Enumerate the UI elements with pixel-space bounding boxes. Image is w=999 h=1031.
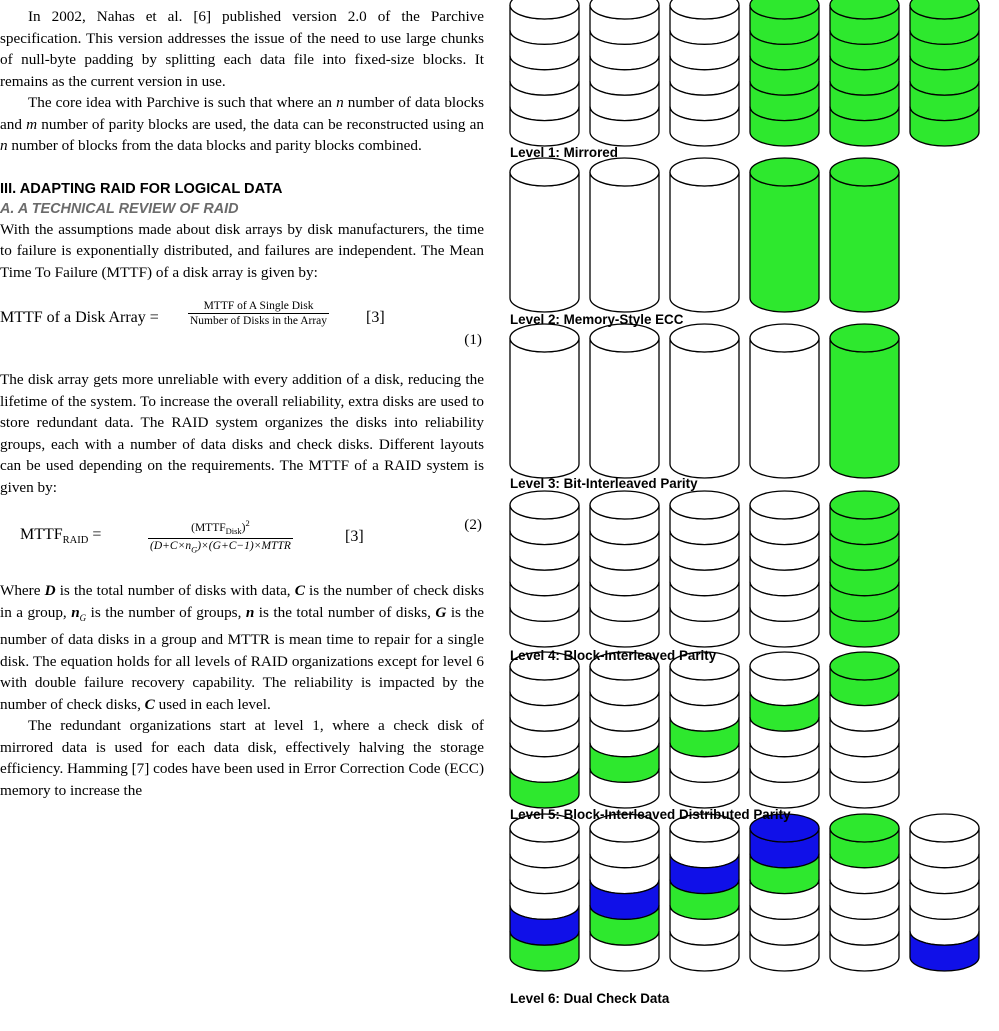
disk-top-cap xyxy=(510,491,579,519)
disk-top-cap xyxy=(670,324,739,352)
equation-2-denominator: $(D+C\times n_G)\times(G+C-1)\times MTTR$ xyxy=(150,540,291,555)
equation-1 xyxy=(0,297,484,351)
equation-2 xyxy=(0,512,484,562)
raid-level-6-disk-6 xyxy=(910,814,979,971)
raid-level-5-disk-2 xyxy=(590,652,659,808)
disk-top-cap xyxy=(830,814,899,842)
equation-1-number: (1) xyxy=(464,331,482,348)
raid-level-1-disk-1 xyxy=(510,0,579,146)
subsection-heading: A. A TECHNICAL REVIEW OF RAID xyxy=(0,200,239,217)
equation-2-fraction xyxy=(148,516,293,556)
raid-level-1-disk-5 xyxy=(830,0,899,146)
paragraph-redundant-organizations: The redundant organizations start at level 1, where a check disk of mirrored data is used for each data disk, effectively halving the storage efficiency. Hamming [7] codes have been used in Error Correction Code (ECC) memory to increase the xyxy=(0,717,484,799)
raid-level-4-disk-3 xyxy=(670,491,739,647)
equation-1-lhs: MTTF of a Disk Array = xyxy=(0,309,159,326)
raid-level-2-disk-4 xyxy=(750,158,819,312)
disk-block xyxy=(510,172,579,312)
disk-block xyxy=(830,172,899,312)
raid-level-6-disk-3 xyxy=(670,814,739,971)
disk-block xyxy=(750,172,819,312)
disk-top-cap xyxy=(510,158,579,186)
raid-level-5-disk-3 xyxy=(670,652,739,808)
paragraph-parchive-core-idea: The core idea with Parchive is such that where an n number of data blocks and m number of parity blocks are used, the data can be reconstructed using an n number of blocks from the data blocks and parity blocks combined. xyxy=(0,94,484,154)
raid-level-1-disk-2 xyxy=(590,0,659,146)
disk-top-cap xyxy=(830,491,899,519)
raid-level-1-disk-4 xyxy=(750,0,819,146)
raid-level-4-label: Level 4: Block-Interleaved Parity xyxy=(510,648,717,663)
raid-level-3-label: Level 3: Bit-Interleaved Parity xyxy=(510,476,698,491)
disk-top-cap xyxy=(910,814,979,842)
disk-block xyxy=(670,172,739,312)
raid-level-6-disk-5 xyxy=(830,814,899,971)
disk-top-cap xyxy=(750,652,819,680)
raid-levels-figure xyxy=(500,0,999,1031)
disk-top-cap xyxy=(830,158,899,186)
paper-left-column xyxy=(0,0,484,801)
disk-top-cap xyxy=(750,491,819,519)
raid-level-3-disk-1 xyxy=(510,324,579,478)
raid-level-2-disk-3 xyxy=(670,158,739,312)
raid-level-2-disk-1 xyxy=(510,158,579,312)
raid-level-6-disk-1 xyxy=(510,814,579,971)
disk-top-cap xyxy=(670,158,739,186)
raid-level-5-disk-4 xyxy=(750,652,819,808)
equation-1-fraction xyxy=(188,299,329,328)
equation-1-numerator: MTTF of A Single Disk xyxy=(188,299,329,314)
equation-2-lhs: $MTTF_{RAID}$ = xyxy=(20,526,102,547)
disk-top-cap xyxy=(590,491,659,519)
paragraph-raid-reliability: The disk array gets more unreliable with every addition of a disk, reducing the lifetime of the system. To increase the overall reliability, extra disks are used to store redundant data. The RAID system organizes the disks into reliability groups, each with a number of data disks and check disks. Different layouts can be used depending on the requirements. The MTTF of a RAID system is given by: xyxy=(0,371,484,496)
disk-top-cap xyxy=(830,652,899,680)
raid-level-1-disk-6 xyxy=(910,0,979,146)
raid-level-3-disk-2 xyxy=(590,324,659,478)
raid-level-2-label: Level 2: Memory-Style ECC xyxy=(510,312,684,327)
raid-level-4-disk-2 xyxy=(590,491,659,647)
paragraph-variable-definitions: Where D is the total number of disks with data, C is the number of check disks in a group, $n_G$ is the number of groups, n is the total number of disks, G is the number of data disks in a group and MTTR is mean time to repair for a single disk. The equation holds for all levels of RAID organizations except for level 6 with double failure recovery capability. The reliability is impacted by the number of check disks, C used in each level. xyxy=(0,582,484,713)
disk-top-cap xyxy=(750,158,819,186)
raid-level-4-disk-4 xyxy=(750,491,819,647)
raid-level-1-label: Level 1: Mirrored xyxy=(510,145,618,160)
raid-level-3-disk-4 xyxy=(750,324,819,478)
disk-top-cap xyxy=(670,491,739,519)
equation-2-number: (2) xyxy=(464,516,482,533)
raid-level-3-disk-5 xyxy=(830,324,899,478)
paragraph-parchive-v2: In 2002, Nahas et al. [6] published version 2.0 of the Parchive specification. This version addresses the issue of the need to use large chunks of null-byte padding by splitting each data file into fixed-size blocks. It remains as the current version in use. xyxy=(0,8,484,90)
equation-2-citation: [3] xyxy=(345,528,364,545)
equation-1-citation: [3] xyxy=(366,309,385,326)
raid-level-6-label: Level 6: Dual Check Data xyxy=(510,991,670,1006)
raid-level-6-disk-4 xyxy=(750,814,819,971)
disk-block xyxy=(670,338,739,478)
raid-level-5-label: Level 5: Block-Interleaved Distributed Parity xyxy=(510,807,791,822)
raid-level-4-disk-1 xyxy=(510,491,579,647)
equation-2-numerator: $(MTTF_{Disk})^2$ xyxy=(148,516,293,539)
raid-level-1-disk-3 xyxy=(670,0,739,146)
disk-top-cap xyxy=(590,158,659,186)
disk-block xyxy=(590,338,659,478)
paragraph-mttf-intro: With the assumptions made about disk arrays by disk manufacturers, the time to failure is exponentially distributed, and failures are independent. The Mean Time To Failure (MTTF) of a disk array is given by: xyxy=(0,220,484,281)
disk-top-cap xyxy=(510,324,579,352)
disk-top-cap xyxy=(830,324,899,352)
disk-block xyxy=(590,172,659,312)
raid-level-4-disk-5 xyxy=(830,491,899,647)
raid-level-5-disk-5 xyxy=(830,652,899,808)
raid-level-3-disk-3 xyxy=(670,324,739,478)
disk-block xyxy=(510,338,579,478)
disk-top-cap xyxy=(750,324,819,352)
raid-level-2-disk-2 xyxy=(590,158,659,312)
disk-block xyxy=(830,338,899,478)
raid-level-2-disk-5 xyxy=(830,158,899,312)
raid-level-6-disk-2 xyxy=(590,814,659,971)
equation-1-denominator: Number of Disks in the Array xyxy=(190,315,328,327)
section-heading: III. ADAPTING RAID FOR LOGICAL DATA xyxy=(0,180,283,197)
disk-top-cap xyxy=(590,324,659,352)
raid-level-5-disk-1 xyxy=(510,652,579,808)
disk-block xyxy=(750,338,819,478)
